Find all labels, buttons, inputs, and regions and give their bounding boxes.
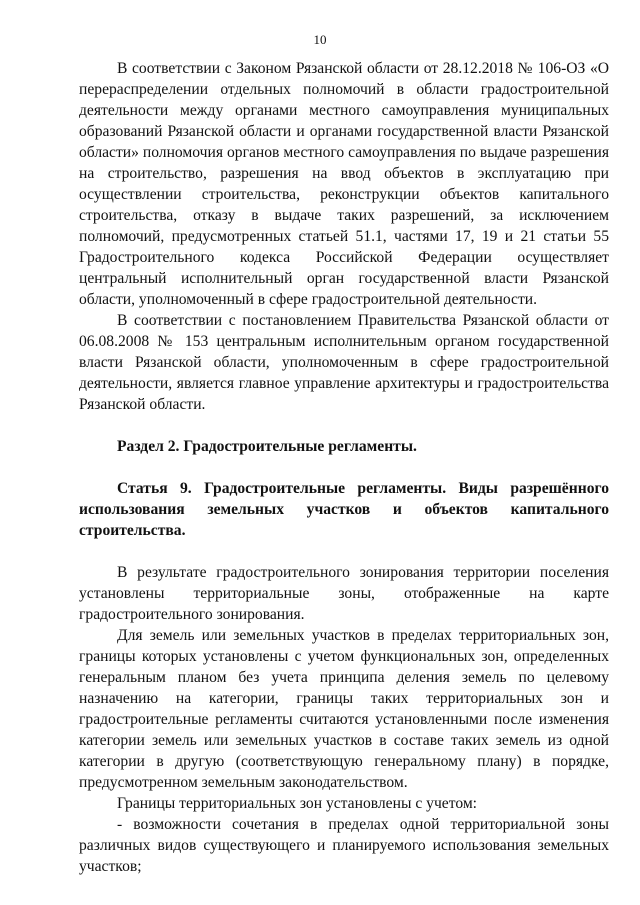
page-text [79, 58, 609, 877]
spacer [79, 415, 609, 436]
paragraph-government-decree: В соответствии с постановлением Правительства Рязанской области от 06.08.2008 № 153 центральным исполнительным органом государственной власти Рязанской области, уполномоченным в сфере градостроительной деятельности, является главное управление архитектуры и градостроительства Рязанской области. [79, 312, 609, 413]
paragraph-law-reference: В соответствии с Законом Рязанской области от 28.12.2018 № 106-ОЗ «О перераспределении отдельных полномочий в области градостроительной деятельности между органами местного самоуправления муниципальных образований Рязанской области и органами государственной власти Рязанской области» полномочия органов местного самоуправления по выдаче разрешения на строительство, разрешения на ввод объектов в эксплуатацию при осуществлении строительства, реконструкции объектов капитального строительства, отказу в выдаче таких разрешений, за исключением полномочий, предусмотренных статьей 51.1, частями 17, 19 и 21 статьи 55 Градостроительного кодекса Российской Федерации осуществляет центральный исполнительный орган государственной власти Рязанской области, уполномоченный в сфере градостроительной деятельности. [79, 60, 609, 308]
spacer [79, 457, 609, 478]
page-number: 10 [313, 32, 327, 47]
paragraph-zoning-result: В результате градостроительного зонирования территории поселения установлены территориальные зоны, отображенные на карте градостроительного зонирования. [79, 564, 609, 623]
spacer [79, 541, 609, 562]
article-heading: Статья 9. Градостроительные регламенты. Виды разрешённого использования земельных участков и объектов капитального строительства. [79, 480, 609, 539]
paragraph-zone-boundaries: Границы территориальных зон установлены с учетом: [117, 795, 478, 812]
paragraph-land-categories: Для земель или земельных участков в пределах территориальных зон, границы которых установлены с учетом функциональных зон, определенных генеральным планом без учета принципа деления земель по целевому назначению на категории, границы таких территориальных зон и градостроительные регламенты считаются установленными после изменения категории земель или земельных участков в составе таких земель из одной категории в другую (соответствующую генеральному плану) в порядке, предусмотренном земельным законодательством. [79, 627, 609, 791]
paragraph-list-item: - возможности сочетания в пределах одной территориальной зоны различных видов существующего и планируемого использования земельных участков; [79, 816, 609, 875]
section-heading: Раздел 2. Градостроительные регламенты. [117, 438, 417, 455]
